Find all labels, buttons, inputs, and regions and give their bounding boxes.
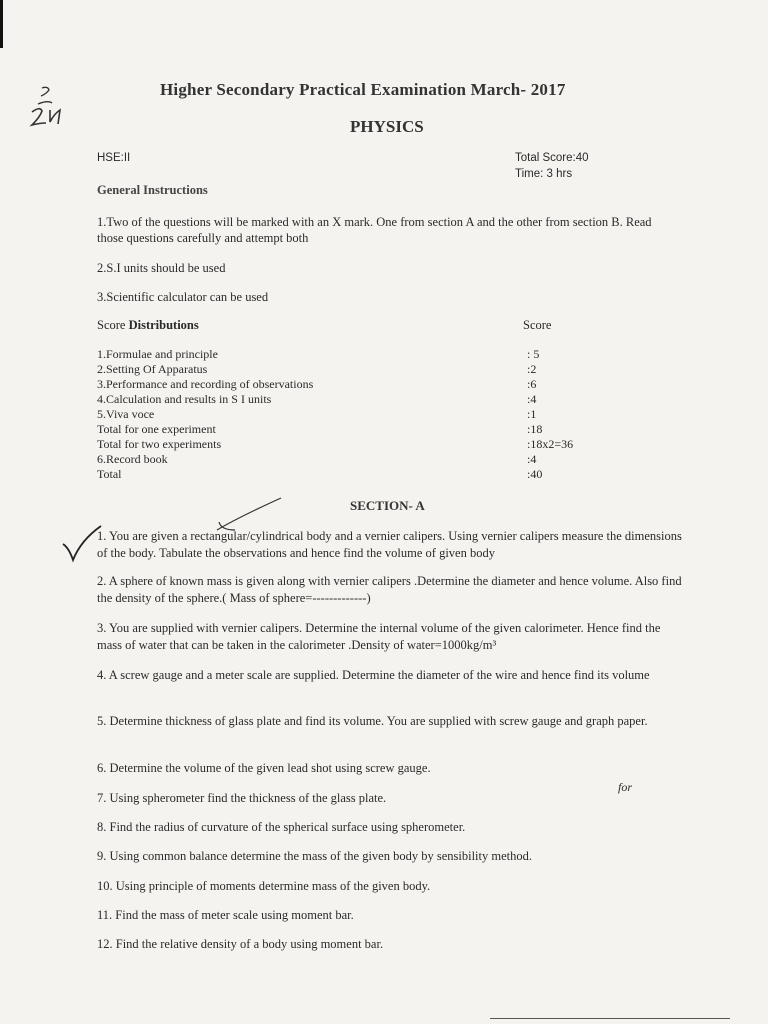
- score-row-label: 4.Calculation and results in S I units: [97, 392, 272, 406]
- score-distribution-heading-prefix: Score: [97, 318, 126, 332]
- question-item: 8. Find the radius of curvature of the spherical surface using spherometer.: [97, 820, 466, 834]
- score-row-value: :4: [527, 452, 537, 466]
- question-item: 3. You are supplied with vernier calipers. Determine the internal volume of the given calorimeter. Hence find the mass of water that can be taken in the calorimeter .Density of water=1000kg/m³: [97, 621, 661, 652]
- question-item: 10. Using principle of moments determine mass of the given body.: [97, 879, 431, 893]
- question-item: 7. Using spherometer find the thickness of the glass plate.: [97, 791, 387, 805]
- score-row-value: :40: [527, 467, 543, 481]
- handwritten-side-note: for: [618, 780, 633, 794]
- score-row-value: :18: [527, 422, 543, 436]
- score-column-heading: Score: [523, 318, 552, 332]
- general-instructions-heading: General Instructions: [97, 183, 208, 197]
- score-row-label: 1.Formulae and principle: [97, 347, 218, 361]
- score-distribution-list: [97, 347, 617, 482]
- question-item: 5. Determine thickness of glass plate and find its volume. You are supplied with screw gauge and graph paper.: [97, 714, 648, 728]
- score-distribution-heading: [97, 318, 199, 333]
- score-row-label: 6.Record book: [97, 452, 168, 466]
- score-row: [97, 422, 617, 437]
- question-item: 12. Find the relative density of a body using moment bar.: [97, 937, 384, 951]
- handwritten-margin-mark: [28, 82, 72, 132]
- score-row: [97, 392, 617, 407]
- score-row-value: :6: [527, 377, 537, 391]
- instruction-item: 2.S.I units should be used: [97, 261, 226, 275]
- subject-title: PHYSICS: [350, 117, 424, 136]
- score-row-label: 2.Setting Of Apparatus: [97, 362, 208, 376]
- score-row-label: Total for one experiment: [97, 422, 216, 436]
- score-distribution-heading-bold: Distributions: [128, 318, 199, 332]
- question-item: 2. A sphere of known mass is given along with vernier calipers .Determine the diameter and hence volume. Also find the density of the sphere.( Mass of sphere=-------------): [97, 574, 682, 605]
- scan-edge-mark: [0, 0, 3, 48]
- instruction-item: 1.Two of the questions will be marked with an X mark. One from section A and the other from section B. Read those questions carefully and attempt both: [97, 215, 652, 245]
- question-item: 6. Determine the volume of the given lead shot using screw gauge.: [97, 761, 431, 775]
- score-row-value: : 5: [527, 347, 540, 361]
- score-row-value: :4: [527, 392, 537, 406]
- score-row: [97, 467, 617, 482]
- score-row-value: :18x2=36: [527, 437, 574, 451]
- time-label: Time: 3 hrs: [515, 168, 573, 180]
- score-row: [97, 437, 617, 452]
- question-item: 11. Find the mass of meter scale using moment bar.: [97, 908, 354, 922]
- question-item: 1. You are given a rectangular/cylindrical body and a vernier calipers. Using vernier calipers measure the dimensions of the body. Tabulate the observations and hence find the volume of given body: [97, 529, 682, 560]
- total-score-label: Total Score:40: [515, 152, 589, 164]
- score-row: [97, 362, 617, 377]
- class-label: HSE:II: [97, 152, 131, 164]
- page-footer-rule: [490, 1018, 730, 1019]
- score-row-label: Total: [97, 467, 122, 481]
- question-item: 9. Using common balance determine the mass of the given body by sensibility method.: [97, 849, 532, 863]
- score-row: [97, 347, 617, 362]
- score-row: [97, 377, 617, 392]
- score-row: [97, 407, 617, 422]
- section-a-heading: SECTION- A: [350, 498, 425, 513]
- instruction-item: 3.Scientific calculator can be used: [97, 290, 269, 304]
- score-row: [97, 452, 617, 467]
- score-row-label: Total for two experiments: [97, 437, 222, 451]
- exam-title: Higher Secondary Practical Examination March- 2017: [160, 80, 566, 99]
- score-row-label: 5.Viva voce: [97, 407, 155, 421]
- score-row-label: 3.Performance and recording of observations: [97, 377, 314, 391]
- question-item: 4. A screw gauge and a meter scale are supplied. Determine the diameter of the wire and hence find its volume: [97, 668, 650, 682]
- score-row-value: :2: [527, 362, 537, 376]
- score-row-value: :1: [527, 407, 537, 421]
